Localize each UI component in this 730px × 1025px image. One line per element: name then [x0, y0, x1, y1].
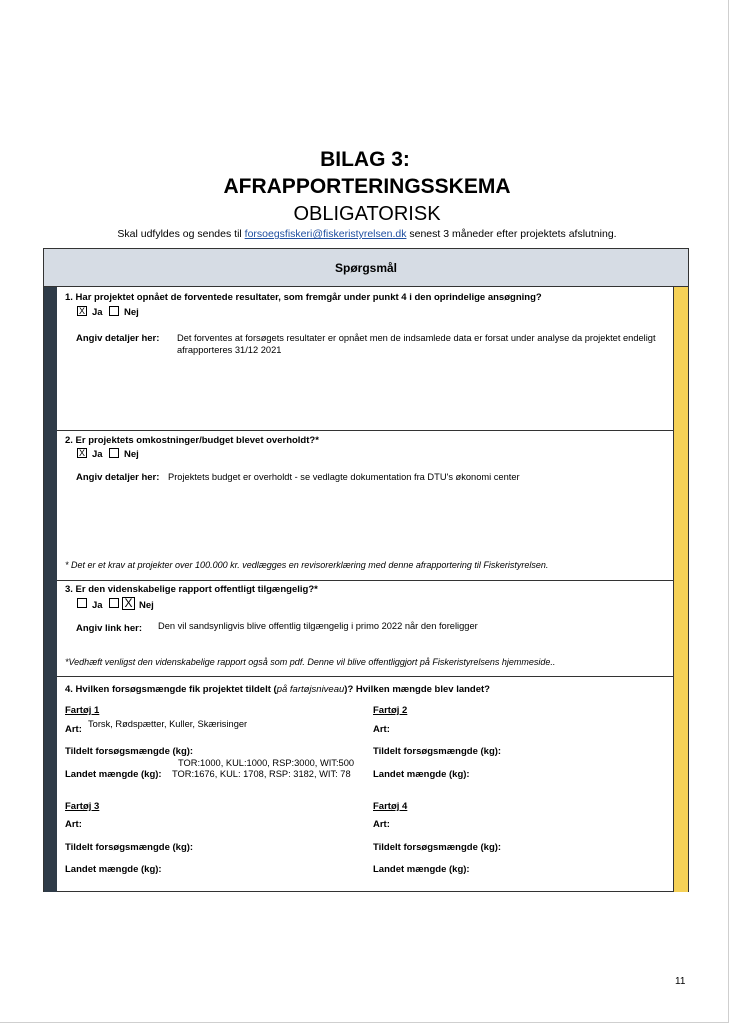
vessel2-allot-label: Tildelt forsøgsmængde (kg): — [373, 746, 502, 757]
vessel1-landed-value: TOR:1676, KUL: 1708, RSP: 3182, WIT: 78 — [172, 769, 351, 779]
vessel2-art-label: Art: — [373, 724, 390, 735]
separator — [57, 580, 674, 581]
intro-after: senest 3 måneder efter projektets afslutning. — [406, 228, 617, 240]
q3-link-label: Angiv link her: — [76, 623, 142, 634]
q3-link-value: Den vil sandsynligvis blive offentlig tilgængelig i primo 2022 når den foreligger — [158, 621, 478, 631]
vessel3-art-label: Art: — [65, 819, 82, 830]
q1-details-line-1: Det forventes at forsøgets resultater er opnået men de indsamlede data er forsat under analyse da projektet endeligt — [177, 333, 656, 343]
q4-question-italic: på fartøjsniveau — [276, 684, 345, 695]
title-line-2: AFRAPPORTERINGSSKEMA — [223, 175, 511, 198]
q3-yes-label: Ja — [92, 600, 103, 611]
q3-yes-checkbox[interactable] — [77, 598, 87, 608]
q2-question: 2. Er projektets omkostninger/budget blevet overholdt?* — [65, 435, 319, 446]
q4-question — [65, 684, 490, 695]
vessel4-title: Fartøj 4 — [373, 801, 408, 812]
vessel4-art-label: Art: — [373, 819, 390, 830]
vessel3-title: Fartøj 3 — [65, 801, 100, 812]
vessel1-art-value: Torsk, Rødspætter, Kuller, Skærisinger — [88, 719, 248, 729]
left-bar — [44, 287, 57, 892]
vessel1-art-label: Art: — [65, 724, 82, 735]
vessel1-allot-value: TOR:1000, KUL:1000, RSP:3000, WIT:500 — [178, 758, 355, 768]
vessel4-landed-label: Landet mængde (kg): — [373, 864, 470, 875]
report-form — [43, 248, 689, 892]
q1-yes-checkbox[interactable]: X — [78, 306, 85, 316]
q3-note: *Vedhæft venligst den videnskabelige rapport også som pdf. Denne vil blive offentliggjort på Fiskeristyrelsens hjemmeside.. — [65, 657, 556, 667]
vessel1-allot-label: Tildelt forsøgsmængde (kg): — [65, 746, 194, 757]
intro-before: Skal udfyldes og sendes til — [117, 228, 245, 240]
q4-question-a: 4. Hvilken forsøgsmængde fik projektet tildelt ( — [65, 684, 277, 695]
vessel1-landed-label: Landet mængde (kg): — [65, 769, 162, 780]
q1-details-label: Angiv detaljer her: — [76, 333, 160, 344]
q2-details: Projektets budget er overholdt - se vedlagte dokumentation fra DTU's økonomi center — [168, 472, 520, 482]
title-line-3: OBLIGATORISK — [293, 203, 441, 225]
form-heading: Spørgsmål — [44, 249, 688, 287]
separator — [57, 430, 674, 431]
email-link[interactable]: forsoegsfiskeri@fiskeristyrelsen.dk — [244, 228, 407, 240]
vessel3-allot-label: Tildelt forsøgsmængde (kg): — [65, 842, 194, 853]
q4-question-b: )? Hvilken mængde blev landet? — [344, 684, 490, 695]
vessel3-landed-label: Landet mængde (kg): — [65, 864, 162, 875]
q2-note: * Det er et krav at projekter over 100.000 kr. vedlægges en revisorerklæring med denne afrapportering til Fiskeristyrelsen. — [65, 560, 549, 570]
q1-question: 1. Har projektet opnået de forventede resultater, som fremgår under punkt 4 i den oprindelige ansøgning? — [65, 292, 542, 303]
title-line-1: BILAG 3: — [320, 148, 410, 171]
vessel1-title: Fartøj 1 — [65, 705, 100, 716]
separator — [57, 676, 674, 677]
q3-extra-checkbox[interactable] — [109, 598, 119, 608]
q3-question: 3. Er den videnskabelige rapport offentligt tilgængelig?* — [65, 584, 318, 595]
q2-no-checkbox[interactable] — [109, 448, 119, 458]
vessel4-allot-label: Tildelt forsøgsmængde (kg): — [373, 842, 502, 853]
q1-no-label: Nej — [124, 307, 139, 318]
q1-yes-label: Ja — [92, 307, 103, 318]
q3-no-checkbox[interactable]: X — [122, 597, 135, 610]
vessel2-landed-label: Landet mængde (kg): — [373, 769, 470, 780]
vessel2-title: Fartøj 2 — [373, 705, 408, 716]
q2-yes-checkbox[interactable]: X — [78, 448, 85, 458]
q1-details-line-2: afrapporteres 31/12 2021 — [177, 345, 282, 355]
q1-no-checkbox[interactable] — [109, 306, 119, 316]
q2-no-label: Nej — [124, 449, 139, 460]
q3-no-label: Nej — [139, 600, 154, 611]
right-bar — [673, 287, 688, 892]
q2-yes-label: Ja — [92, 449, 103, 460]
q2-details-label: Angiv detaljer her: — [76, 472, 160, 483]
intro-text — [0, 228, 730, 240]
page-number: 11 — [675, 976, 686, 987]
